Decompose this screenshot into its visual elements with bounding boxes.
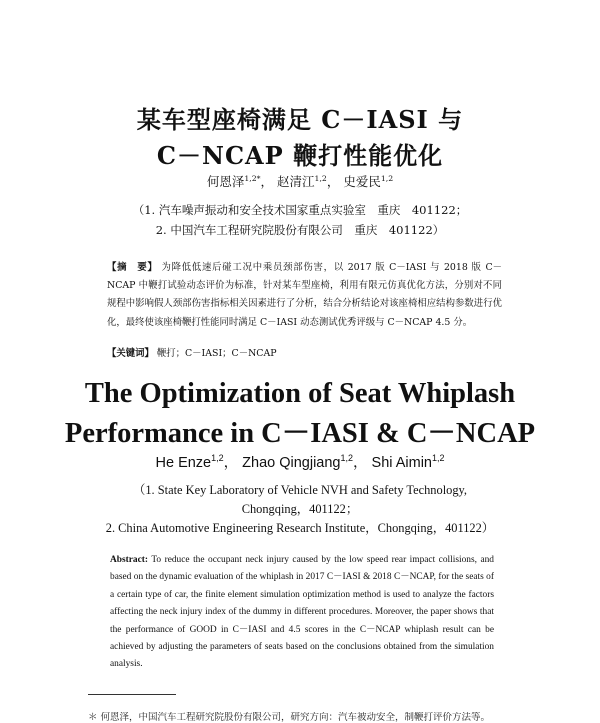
en-affiliation-2: 2. China Automotive Engineering Research Institute，Chongqing，401122） [105,521,495,535]
cn-corresponding-mark: * [256,173,261,183]
cn-abstract-text: 为降低低速后碰工况中乘员颈部伤害，以 2017 版 C－IASI 与 2018 版 C－NCAP 中鞭打试验动态评价为标准，针对某车型座椅，利用有限元仿真优化方法，分别对不同规程中影响假人颈部伤害指标相关因素进行了分析，结合分析结论对该座椅相应结构参数进行优化，最终使该座椅鞭打性能同时满足 C－IASI 动态测试优秀评级与 C－NCAP 4.5 分。 [107,262,502,328]
cn-keywords-text: 鞭打；C－IASI；C－NCAP [156,348,277,359]
footnote-divider [88,694,176,695]
cn-author-name: 赵清江 [277,174,315,189]
en-author-name: He Enze [155,455,212,471]
author-footnote: ＊ 何恩泽，中国汽车工程研究院股份有限公司，研究方向：汽车被动安全，制鞭打评价方法等。 [88,712,491,723]
en-abstract-label: Abstract: [110,555,149,565]
cn-affiliation-2: 2. 中国汽车工程研究院股份有限公司 重庆 401122） [155,223,445,237]
en-author-name: Shi Aimin [371,455,432,471]
en-abstract [110,552,494,674]
cn-author-name: 史爱民 [343,174,381,189]
cn-author-affiliation-mark: 1,2 [314,173,327,183]
en-affiliation-1a: （1. State Key Laboratory of Vehicle NVH and Safety Technology, [132,483,468,497]
en-author-list: He Enze$^{1,2}$， Zhao Qingjiang$^{1,2}$， Shi Aimin$^{1,2}$ [155,453,445,471]
en-title-line-1: The Optimization of Seat Whiplash [84,378,516,409]
en-title-line-2: Performance in C－IASI & C－NCAP [64,418,536,449]
cn-title-line-1: 某车型座椅满足 C－IASI 与 [136,105,464,134]
cn-abstract-label: 【摘 要】 [107,262,158,273]
cn-author-affiliation-mark: 1,2 [244,173,257,183]
cn-author-affiliation-mark: 1,2 [380,173,394,183]
cn-keywords [107,345,502,363]
cn-title-line-2: C－NCAP 鞭打性能优化 [156,141,444,170]
en-author-affiliation-mark: 1,2 [340,453,353,464]
cn-affiliation-1: （1. 汽车噪声振动和安全技术国家重点实验室 重庆 401122； [132,203,468,217]
en-abstract-text: To reduce the occupant neck injury caused by the low speed rear impact collisions, and based on the dynamic evaluation of the whiplash in 2017 C－IASI & 2018 C－NCAP, for the seats of a certain type of car, the finite element simulation optimization method is used to analyze the factors affecting the neck injury index of the dummy in different procedures. Moreover, the paper shows that the performance of GOOD in C－IASI and 4.5 scores in the C－NCAP whiplash result can be achieved by adjusting the parameters of seats based on the conclusions obtained from the simulation analysis. [110,555,494,670]
cn-keywords-label: 【关键词】 [107,348,154,359]
cn-author-list: 何恩泽$^{1,2*}$， 赵清江$^{1,2}$， 史爱民$^{1,2}$ [206,173,394,189]
cn-abstract [107,259,502,332]
cn-author-name: 何恩泽 [206,174,245,189]
en-author-affiliation-mark: 1,2 [431,453,445,464]
en-author-name: Zhao Qingjiang [242,455,341,471]
en-affiliation-1b: Chongqing，401122； [241,502,359,516]
en-author-affiliation-mark: 1,2 [211,453,224,464]
